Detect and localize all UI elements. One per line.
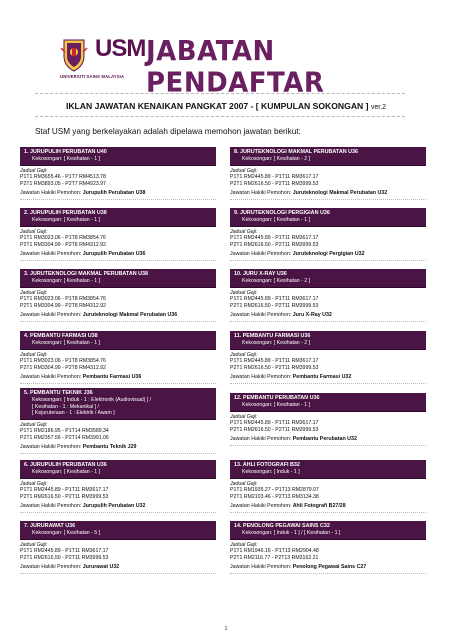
vacancy-card xyxy=(20,521,216,574)
salary-schedule-label: Jadual Gaji: xyxy=(20,289,48,296)
salary-range: P2T1 RM2616.50 - P2T11 RM3999.53 xyxy=(230,364,319,371)
vacancy-card-body xyxy=(20,540,216,562)
intro-text: Staf USM yang berkelayakan adalah dipelawa memohon jawatan berikut: xyxy=(35,127,301,136)
vacancy-card-body xyxy=(230,227,426,249)
vacancy-kekosongan: Kekosongan: [ Kesihatan - 1 ] xyxy=(242,402,311,408)
document-title xyxy=(0,101,452,111)
salary-range: P2T1 RM2116.77 - P2T13 RM3162.21 xyxy=(230,554,319,561)
applicant-post-value: Juruteknologi Makmal Perubatan U32 xyxy=(292,190,388,197)
applicant-post-line xyxy=(20,312,216,321)
vacancy-card-body xyxy=(230,288,426,310)
applicant-post-label: Jawatan Hakiki Pemohon: xyxy=(230,503,293,510)
salary-schedule-label: Jadual Gaji: xyxy=(230,413,258,420)
vacancy-kekosongan: Kekosongan: [ Kesihatan - 1 ] xyxy=(32,340,101,346)
vacancy-card-header xyxy=(20,388,216,420)
vacancy-card xyxy=(20,269,216,322)
applicant-post-value: Penolong Pegawai Sains C27 xyxy=(292,564,367,571)
applicant-post-label: Jawatan Hakiki Pemohon: xyxy=(230,436,293,443)
applicant-post-value: Jurupulih Perubatan U38 xyxy=(82,190,146,197)
vacancy-card xyxy=(230,147,426,200)
salary-range: P1T1 RM2445.89 - P1T11 RM3617.17 xyxy=(230,296,319,303)
applicant-post-value: Pembantu Farmasi U36 xyxy=(82,374,142,381)
vacancy-title: 7. JURURAWAT U36 xyxy=(24,523,76,529)
salary-range: P1T1 RM3023.06 - P1T8 RM3854.76 xyxy=(20,358,106,365)
applicant-post-label: Jawatan Hakiki Pemohon: xyxy=(20,190,83,197)
vacancy-card xyxy=(230,331,426,384)
salary-range: P1T1 RM2445.89 - P1T11 RM3617.17 xyxy=(230,174,319,181)
applicant-post-label: Jawatan Hakiki Pemohon: xyxy=(20,374,83,381)
salary-range: P2T1 RM3304.99 - P2T8 RM4312.92 xyxy=(20,302,106,309)
card-divider xyxy=(20,573,216,574)
salary-range: P2T1 RM2616.50 - P2T11 RM3999.53 xyxy=(230,302,319,309)
vacancy-card-header xyxy=(230,208,426,227)
vacancy-title: 5. PEMBANTU TEKNIK J36 xyxy=(24,390,93,396)
applicant-post-line xyxy=(230,190,426,199)
vacancy-card-header xyxy=(20,208,216,227)
applicant-post-label: Jawatan Hakiki Pemohon: xyxy=(20,251,83,258)
card-divider xyxy=(230,260,426,261)
document-version: ver.2 xyxy=(370,104,387,111)
vacancy-card-header xyxy=(20,269,216,288)
salary-schedule-label: Jadual Gaji: xyxy=(20,167,48,174)
vacancy-card xyxy=(230,521,426,574)
vacancy-card-body xyxy=(230,412,426,434)
vacancy-card-header xyxy=(230,269,426,288)
vacancy-card-body xyxy=(20,420,216,442)
salary-schedule-label: Jadual Gaji: xyxy=(230,480,258,487)
applicant-post-line xyxy=(230,564,426,573)
vacancy-card xyxy=(230,393,426,446)
applicant-post-line xyxy=(20,503,216,512)
applicant-post-value: Juruteknologi Makmal Perubatan U36 xyxy=(82,312,178,319)
vacancy-title: 8. JURUTEKNOLOGI MAKMAL PERUBATAN U36 xyxy=(234,149,358,155)
card-divider xyxy=(20,260,216,261)
vacancy-card-body xyxy=(230,350,426,372)
applicant-post-line xyxy=(230,312,426,321)
applicant-post-label: Jawatan Hakiki Pemohon: xyxy=(230,564,293,571)
salary-schedule-label: Jadual Gaji: xyxy=(230,541,258,548)
vacancy-title: 14. PENOLONG PEGAWAI SAINS C32 xyxy=(234,523,330,529)
vacancy-card-body xyxy=(20,166,216,188)
salary-range: P1T1 RM3655.46 - P1T7 RM4513.78 xyxy=(20,174,106,181)
applicant-post-value: Pembantu Teknik J29 xyxy=(82,444,137,451)
vacancy-card-body xyxy=(20,288,216,310)
applicant-post-value: Ahli Fotografi B27/28 xyxy=(292,503,346,510)
vacancy-card-body xyxy=(230,479,426,501)
applicant-post-value: Jurupulih Perubatan U36 xyxy=(82,251,146,258)
vacancy-kekosongan: [ Kejuruteraan - 1 : Elektrik / Awam ] xyxy=(32,410,115,416)
applicant-post-label: Jawatan Hakiki Pemohon: xyxy=(20,503,83,510)
applicant-post-label: Jawatan Hakiki Pemohon: xyxy=(20,564,83,571)
applicant-post-label: Jawatan Hakiki Pemohon: xyxy=(20,312,83,319)
salary-range: P1T1 RM1946.16 - P1T13 RM2904.48 xyxy=(230,548,319,555)
salary-range: P1T1 RM1935.27 - P1T13 RM2879.07 xyxy=(230,487,319,494)
applicant-post-label: Jawatan Hakiki Pemohon: xyxy=(230,190,293,197)
salary-range: P1T1 RM2445.89 - P1T11 RM3617.17 xyxy=(20,548,109,555)
card-divider xyxy=(230,445,426,446)
salary-range: P2T1 RM3304.99 - P2T8 RM4312.92 xyxy=(20,241,106,248)
applicant-post-line xyxy=(230,436,426,445)
salary-range: P1T1 RM3023.06 - P1T8 RM3854.76 xyxy=(20,235,106,242)
salary-range: P2T1 RM2616.50 - P2T11 RM3999.53 xyxy=(230,426,319,433)
divider-top xyxy=(35,93,405,94)
vacancy-card-header xyxy=(230,521,426,540)
vacancy-kekosongan: Kekosongan: [ Kesihatan - 5 ] xyxy=(32,530,101,536)
salary-range: P2T1 RM2103.46 - P2T13 RM3134.38 xyxy=(230,493,319,500)
vacancy-card-body xyxy=(230,166,426,188)
vacancy-kekosongan: Kekosongan: [ Kesihatan - 1 ] xyxy=(32,278,101,284)
page-header xyxy=(0,0,452,99)
vacancy-card xyxy=(20,208,216,261)
university-name: UNIVERSITI SAINS MALAYSIA xyxy=(60,74,125,79)
university-crest-icon xyxy=(60,38,88,72)
vacancy-card-header xyxy=(20,147,216,166)
vacancy-card xyxy=(230,208,426,261)
applicant-post-line xyxy=(20,564,216,573)
applicant-post-value: Juru X-Ray U32 xyxy=(292,312,332,319)
card-divider xyxy=(20,383,216,384)
vacancy-kekosongan: Kekosongan: [ Kesihatan - 1 ] xyxy=(32,217,101,223)
applicant-post-line xyxy=(20,190,216,199)
salary-range: P2T1 RM2616.50 - P2T11 RM3999.53 xyxy=(20,554,109,561)
applicant-post-value: Jururawat U32 xyxy=(82,564,120,571)
card-divider xyxy=(20,512,216,513)
vacancy-kekosongan: Kekosongan: [ Kesihatan - 1 ] xyxy=(32,469,101,475)
vacancy-kekosongan: Kekosongan: [ Kesihatan - 1 ] xyxy=(32,156,101,162)
vacancy-card xyxy=(20,460,216,513)
vacancy-title: 6. JURUPULIH PERUBATAN U36 xyxy=(24,462,107,468)
salary-range: P2T1 RM3893.05 - P2T7 RM4923.97 xyxy=(20,180,106,187)
salary-range: P1T1 RM2445.89 - P1T11 RM3617.17 xyxy=(230,235,319,242)
vacancy-card-header xyxy=(230,393,426,412)
vacancy-card xyxy=(230,269,426,322)
vacancy-title: 12. PEMBANTU PERUBATAN U36 xyxy=(234,395,320,401)
salary-schedule-label: Jadual Gaji: xyxy=(20,421,48,428)
divider-title xyxy=(35,116,405,117)
salary-schedule-label: Jadual Gaji: xyxy=(20,480,48,487)
applicant-post-line xyxy=(230,251,426,260)
applicant-post-line xyxy=(20,251,216,260)
applicant-post-line xyxy=(230,503,426,512)
salary-range: P1T1 RM2186.95 - P1T14 RM3589.34 xyxy=(20,428,109,435)
vacancy-kekosongan: Kekosongan: [ Induk - 1 ] xyxy=(242,469,300,475)
applicant-post-line xyxy=(20,374,216,383)
vacancy-kekosongan: Kekosongan: [ Induk - 1 : Elektronik (Audiovisual) ] / xyxy=(32,397,152,403)
vacancy-title: 13. AHLI FOTOGRAFI B32 xyxy=(234,462,300,468)
card-divider xyxy=(20,199,216,200)
vacancy-title: 11. PEMBANTU FARMASI U36 xyxy=(234,333,311,339)
vacancy-card-header xyxy=(20,521,216,540)
card-divider xyxy=(230,199,426,200)
salary-range: P2T1 RM2616.50 - P2T11 RM3999.53 xyxy=(230,241,319,248)
vacancy-kekosongan: Kekosongan: [ Kesihatan - 1 ] xyxy=(242,217,311,223)
salary-range: P1T1 RM2445.89 - P1T11 RM3617.17 xyxy=(20,487,109,494)
vacancy-card-body xyxy=(230,540,426,562)
vacancy-title: 4. PEMBANTU FARMASI U38 xyxy=(24,333,98,339)
card-divider xyxy=(230,512,426,513)
salary-schedule-label: Jadual Gaji: xyxy=(230,228,258,235)
vacancy-title: 1. JURUPULIH PERUBATAN U40 xyxy=(24,149,107,155)
card-divider xyxy=(20,321,216,322)
vacancy-card xyxy=(230,460,426,513)
vacancy-card-header xyxy=(230,460,426,479)
vacancy-kekosongan: Kekosongan: [ Induk - 1 ] / [ Kesihatan - 1 ] xyxy=(242,530,341,536)
card-divider xyxy=(230,321,426,322)
salary-range: P1T1 RM2445.89 - P1T11 RM3617.17 xyxy=(230,420,319,427)
salary-range: P2T1 RM3304.99 - P2T8 RM4312.92 xyxy=(20,364,106,371)
applicant-post-label: Jawatan Hakiki Pemohon: xyxy=(20,444,83,451)
salary-range: P1T1 RM2445.89 - P1T11 RM3617.17 xyxy=(230,358,319,365)
salary-range: P2T1 RM2616.50 - P2T11 RM3999.53 xyxy=(20,493,109,500)
page-number: 1 xyxy=(224,626,228,632)
vacancy-kekosongan: Kekosongan: [ Kesihatan - 2 ] xyxy=(242,340,311,346)
applicant-post-line xyxy=(20,444,216,453)
vacancy-card xyxy=(20,331,216,384)
salary-schedule-label: Jadual Gaji: xyxy=(20,541,48,548)
vacancy-card-body xyxy=(20,350,216,372)
vacancy-card-body xyxy=(20,479,216,501)
applicant-post-line xyxy=(230,374,426,383)
salary-schedule-label: Jadual Gaji: xyxy=(20,351,48,358)
salary-range: P1T1 RM3023.06 - P1T8 RM3854.76 xyxy=(20,296,106,303)
salary-schedule-label: Jadual Gaji: xyxy=(20,228,48,235)
card-divider xyxy=(230,383,426,384)
applicant-post-value: Pembantu Farmasi U32 xyxy=(292,374,352,381)
salary-schedule-label: Jadual Gaji: xyxy=(230,351,258,358)
vacancy-card-header xyxy=(20,331,216,350)
vacancy-card-header xyxy=(230,147,426,166)
vacancy-card-header xyxy=(20,460,216,479)
vacancy-card-body xyxy=(20,227,216,249)
card-divider xyxy=(230,573,426,574)
document-title-text: IKLAN JAWATAN KENAIKAN PANGKAT 2007 - [ KUMPULAN SOKONGAN ] xyxy=(65,101,369,111)
vacancy-title: 10. JURU X-RAY U36 xyxy=(234,271,287,277)
vacancy-title: 9. JURUTEKNOLOGI PERGIGIAN U36 xyxy=(234,210,330,216)
card-divider xyxy=(20,453,216,454)
applicant-post-value: Juruteknologi Pergigian U32 xyxy=(292,251,365,258)
vacancy-title: 3. JURUTEKNOLOGI MAKMAL PERUBATAN U38 xyxy=(24,271,148,277)
salary-range: P2T1 RM2616.50 - P2T11 RM3999.53 xyxy=(230,180,319,187)
salary-schedule-label: Jadual Gaji: xyxy=(230,167,258,174)
applicant-post-label: Jawatan Hakiki Pemohon: xyxy=(230,251,293,258)
applicant-post-label: Jawatan Hakiki Pemohon: xyxy=(230,374,293,381)
vacancy-kekosongan: Kekosongan: [ Kesihatan - 2 ] xyxy=(242,278,311,284)
salary-schedule-label: Jadual Gaji: xyxy=(230,289,258,296)
usm-logo: USM xyxy=(95,35,146,62)
applicant-post-label: Jawatan Hakiki Pemohon: xyxy=(230,312,293,319)
applicant-post-value: Jurupulih Perubatan U32 xyxy=(82,503,146,510)
vacancy-kekosongan: [ Kesihatan - 1 : Mekanikal ] / xyxy=(32,403,99,410)
vacancy-kekosongan: Kekosongan: [ Kesihatan - 2 ] xyxy=(242,156,311,162)
applicant-post-value: Pembantu Perubatan U32 xyxy=(292,436,357,443)
salary-range: P2T1 RM2357.56 - P2T14 RM3991.06 xyxy=(20,434,109,441)
vacancy-card xyxy=(20,388,216,454)
vacancy-card-header xyxy=(230,331,426,350)
vacancy-title: 2. JURUPULIH PERUBATAN U38 xyxy=(24,210,107,216)
vacancy-card xyxy=(20,147,216,200)
banner-title: JABATAN PENDAFTAR xyxy=(146,36,325,99)
